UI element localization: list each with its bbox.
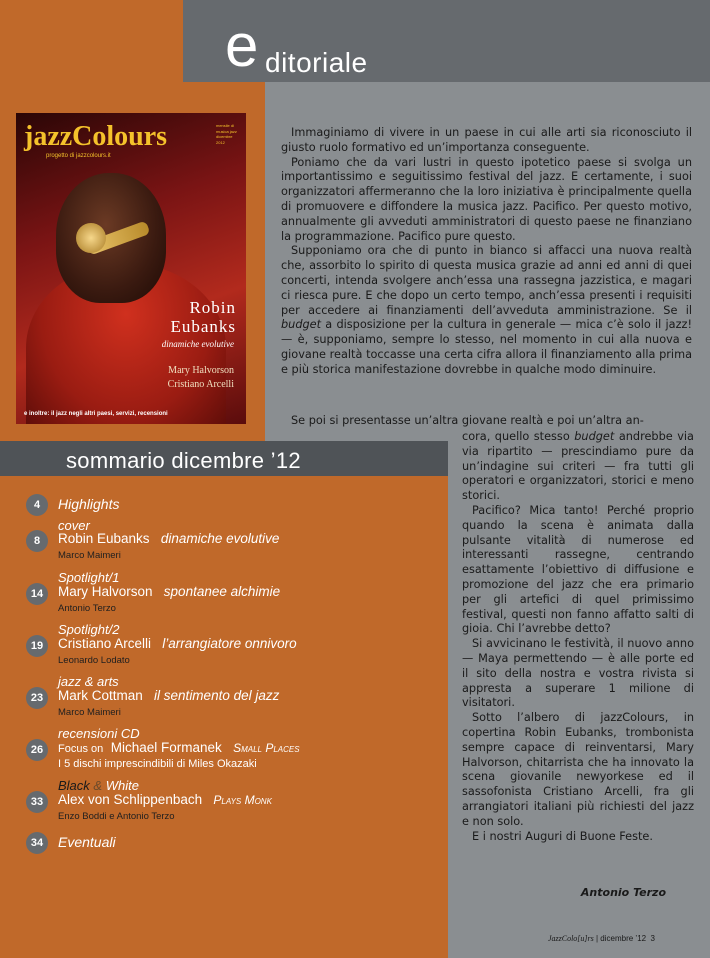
paragraph: Se poi si presentasse un’altra giovane realtà e poi un’altra an- xyxy=(291,414,644,427)
paragraph: Supponiamo ora che di punto in bianco si affacci una nuova realtà che, assorbito lo spirito di questa musica grazie ad anni ed anni di quei concerti, intenda svolgere anch’essa una rassegna jazzistica, e magari ci riesca pure. E che dopo un certo tempo, anch’essa presenti i requisiti per accedere ai finanziamenti dell’avveduta amministrazione. Se il budget a disposizione per la cultura in generale — mica c’è solo il jazz! — è, supponiamo, sempre lo stesso, nel momento in cui alla nuova e giovane realtà toccasse una certa cifra allora il finanziamento alla prima e più storica manifestazione dovrebbe in qualche modo diminuire. xyxy=(281,244,692,376)
sommario-title: sommario dicembre ’12 xyxy=(66,448,301,473)
page-number-badge: 33 xyxy=(26,791,48,813)
toc-category: Black & White xyxy=(58,778,139,793)
magazine-cover xyxy=(16,113,246,424)
toc-author: Leonardo Lodato xyxy=(58,655,130,666)
toc-entry: Alex von Schlippenbach Plays Monk xyxy=(58,792,272,807)
toc-author: Enzo Boddi e Antonio Terzo xyxy=(58,811,175,822)
page-number: 3 xyxy=(650,934,655,943)
toc-category: jazz & arts xyxy=(58,674,119,689)
toc-author: Marco Maimeri xyxy=(58,707,121,718)
page-number-badge: 8 xyxy=(26,530,48,552)
page-number-badge: 34 xyxy=(26,832,48,854)
editorial-text xyxy=(281,126,692,378)
title-rest: ditoriale xyxy=(265,47,368,78)
cover-tagline: dinamiche evolutive xyxy=(161,339,234,349)
title-initial: e xyxy=(225,12,259,79)
toc-category: cover xyxy=(58,518,90,533)
cover-footer: e inoltre: il jazz negli altri paesi, servizi, recensioni xyxy=(24,411,168,417)
toc-category: recensioni CD xyxy=(58,726,140,741)
toc-author: Antonio Terzo xyxy=(58,603,116,614)
toc-entry: Mary Halvorson spontanee alchimie xyxy=(58,584,281,599)
toc-title: Eventuali xyxy=(58,834,116,850)
toc-extra: I 5 dischi imprescindibili di Miles Okazaki xyxy=(58,758,257,770)
toc-entry: Robin Eubanks dinamiche evolutive xyxy=(58,531,280,546)
page-title xyxy=(183,0,710,82)
paragraph: Pacifico? Mica tanto! Perché proprio quando la scena è animata dalla pulsante vitalità di numerose ed interessanti rassegne, centrando esattamente l’obiettivo di diffusione e promozione del jazz che era primario per gli artefici di quel primissimo festival, questi non fanno affatto salti di gioia. Chi l’avrebbe detto? xyxy=(462,503,694,636)
toc-entry: Mark Cottman il sentimento del jazz xyxy=(58,688,280,703)
toc-title: Highlights xyxy=(58,496,120,512)
cover-masthead: jazzColours xyxy=(24,121,168,152)
page-number-badge: 23 xyxy=(26,687,48,709)
page-number-badge: 19 xyxy=(26,635,48,657)
toc-entry: Cristiano Arcelli l’arrangiatore onnivoro xyxy=(58,636,297,651)
toc-entry: Focus on Michael Formanek Small Places xyxy=(58,740,300,755)
cover-subtitle: progetto di jazzcolours.it xyxy=(46,153,111,159)
paragraph: Si avvicinano le festività, il nuovo anno — Maya permettendo — è alle porte ed il sito della nostra e vostra rivista si appresta a superare 1 milione di visitatori. xyxy=(462,637,694,710)
cover-also-1: Mary Halvorson xyxy=(168,365,234,376)
page-number-badge: 4 xyxy=(26,494,48,516)
page-number-badge: 26 xyxy=(26,739,48,761)
paragraph: Poniamo che da vari lustri in questo ipotetico paese si svolga un importantissimo e seguitissimo festival del jazz. E certamente, i suoi organizzatori affermeranno che la loro iniziativa è principalmente quella di promuovere e diffondere la musica jazz. Pacifico. Per questo motivo, annualmente gli avveduti amministratori di questo paese ne finanziano la programmazione. Pacifico pure questo. xyxy=(281,155,692,243)
signature: Antonio Terzo xyxy=(580,886,666,899)
cover-also-2: Cristiano Arcelli xyxy=(167,379,234,390)
paragraph: Sotto l’albero di jazzColours, in copertina Robin Eubanks, trombonista sempre capace di reinventarsi, Mary Halvorson, chitarrista che ha innovato la scena giovanile newyorkese ed il sassofonista Cristiano Arcelli, fra gli arrangiatori italiani più richiesti del jazz e non solo. xyxy=(462,711,694,828)
trombone-bell-icon xyxy=(76,223,106,253)
editorial-text-continued xyxy=(462,430,694,844)
page-number-badge: 14 xyxy=(26,583,48,605)
toc-category: Spotlight/2 xyxy=(58,622,120,637)
cover-info: mensile di musica jazz dicembre 2012 xyxy=(216,123,237,145)
cover-name-last: Eubanks xyxy=(170,317,236,336)
page-footer: JazzColo[u]rs | dicembre ’12 3 xyxy=(547,934,655,943)
paragraph: E i nostri Auguri di Buone Feste. xyxy=(472,829,653,843)
paragraph: cora, quello stesso budget andrebbe via via ripartito — prescindiamo pure da un’indagine sui criteri — fra tutti gli operatori e organizzatori, storici e meno storici. xyxy=(462,430,694,503)
cover-name-first: Robin xyxy=(189,298,236,317)
toc-author: Marco Maimeri xyxy=(58,550,121,561)
toc-category: Spotlight/1 xyxy=(58,570,120,585)
paragraph: Immaginiamo di vivere in un paese in cui alle arti sia riconosciuto il giusto ruolo formativo ed un’importanza conseguente. xyxy=(281,126,692,154)
